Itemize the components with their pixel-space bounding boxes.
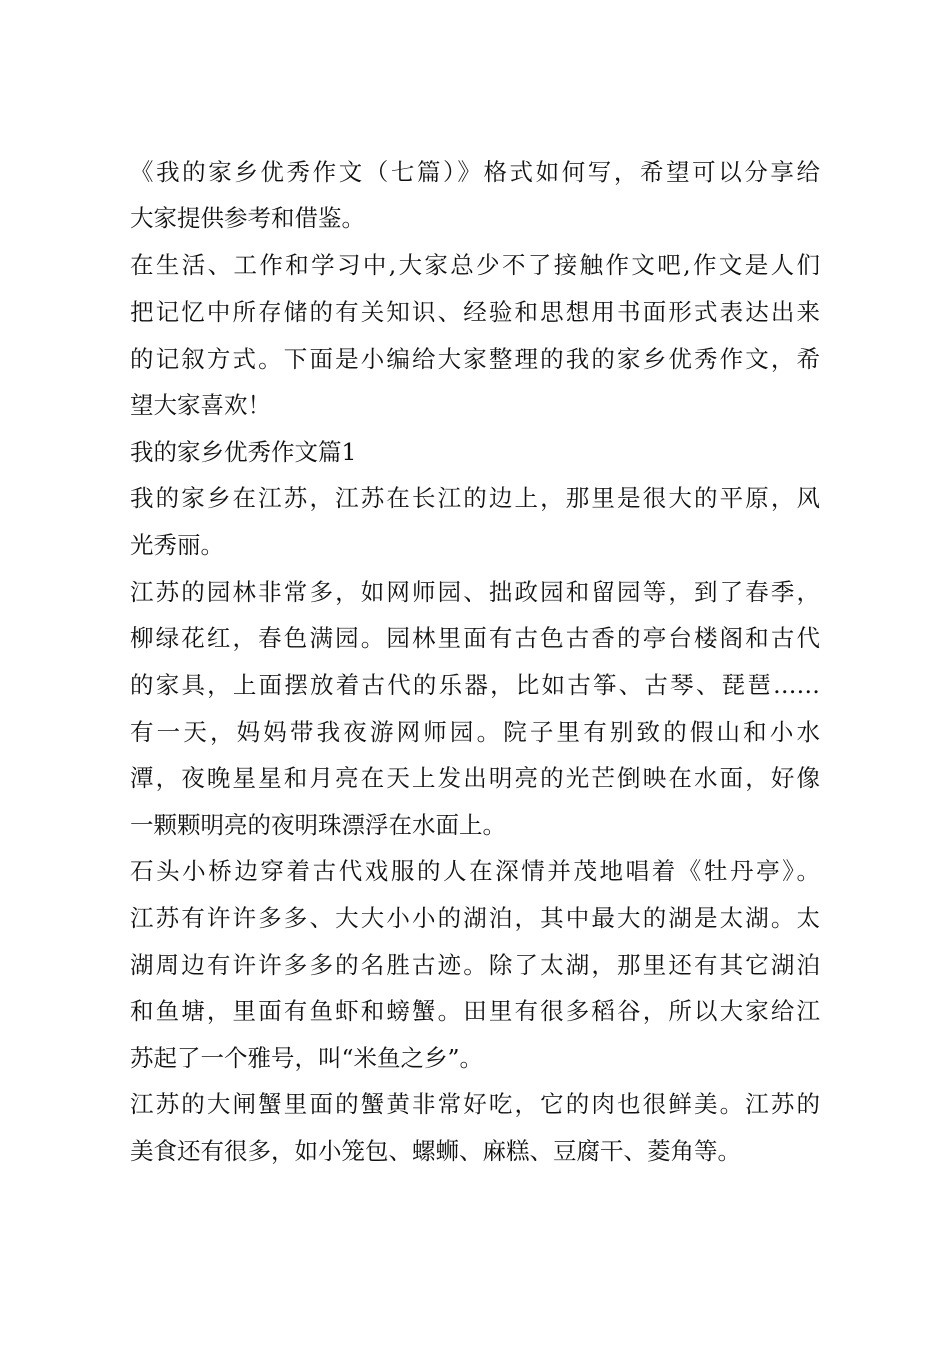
text-line: 在生活、工作和学习中,大家总少不了接触作文吧,作文是人们 (130, 251, 820, 279)
text-line: 大家提供参考和借鉴。 (130, 204, 365, 232)
text-line: 的家具，上面摆放着古代的乐器，比如古筝、古琴、琵琶…… (130, 671, 820, 699)
text-line: 和鱼塘，里面有鱼虾和螃蟹。田里有很多稻谷，所以大家给江 (130, 997, 820, 1025)
text-line: 苏起了一个雅号，叫“米鱼之乡”。 (130, 1044, 484, 1072)
text-line: 江苏有许许多多、大大小小的湖泊，其中最大的湖是太湖。太 (130, 904, 820, 932)
text-line: 光秀丽。 (130, 531, 224, 559)
text-line: 把记忆中所存储的有关知识、经验和思想用书面形式表达出来 (130, 298, 820, 326)
text-line: 潭，夜晚星星和月亮在天上发出明亮的光芒倒映在水面，好像 (130, 764, 820, 792)
text-line: 江苏的园林非常多，如网师园、拙政园和留园等，到了春季， (130, 578, 820, 606)
text-line: 《我的家乡优秀作文（七篇）》格式如何写，希望可以分享给 (130, 158, 820, 186)
text-line: 石头小桥边穿着古代戏服的人在深情并茂地唱着《牡丹亭》。 (130, 857, 820, 885)
text-line: 一颗颗明亮的夜明珠漂浮在水面上。 (130, 811, 506, 839)
text-line: 湖周边有许许多多的名胜古迹。除了太湖，那里还有其它湖泊 (130, 951, 820, 979)
text-line: 我的家乡在江苏，江苏在长江的边上，那里是很大的平原，风 (130, 484, 820, 512)
text-line: 柳绿花红，春色满园。园林里面有古色古香的亭台楼阁和古代 (130, 624, 820, 652)
section-heading: 我的家乡优秀作文篇1 (130, 438, 357, 466)
text-line: 有一天，妈妈带我夜游网师园。院子里有别致的假山和小水 (130, 718, 820, 746)
text-line: 江苏的大闸蟹里面的蟹黄非常好吃，它的肉也很鲜美。江苏的 (130, 1090, 820, 1118)
text-line: 的记叙方式。下面是小编给大家整理的我的家乡优秀作文，希 (130, 345, 820, 373)
text-line: 望大家喜欢！ (130, 391, 271, 419)
text-line: 美食还有很多，如小笼包、螺蛳、麻糕、豆腐干、菱角等。 (130, 1137, 741, 1165)
